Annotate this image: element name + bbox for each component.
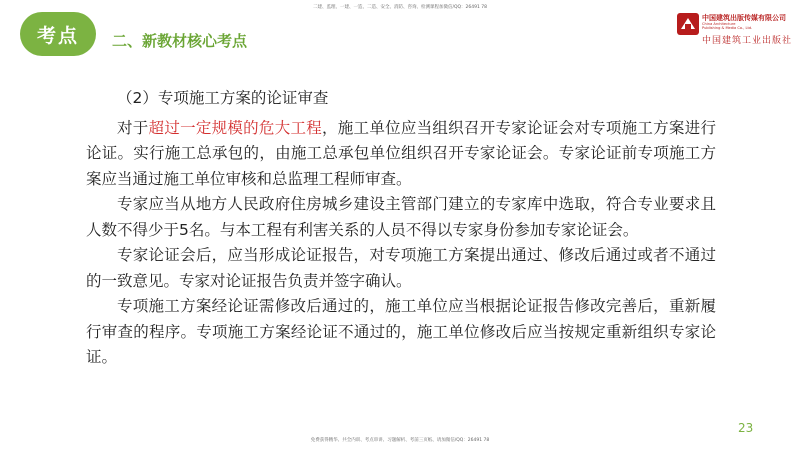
- top-promo-note: 二建、监理、一建、一造、二造、安全、消防、咨询、检测课程加微信/QQ：26491 78: [312, 5, 488, 10]
- publisher-name-en-line1: China Architecture: [702, 22, 736, 26]
- paragraph-2: 专家应当从地方人民政府住房城乡建设主管部门建立的专家库中选取，符合专业要求且人数不得少于5名。与本工程有利害关系的人员不得以专家身份参加专家论证会。: [86, 195, 716, 239]
- page-number: 23: [738, 421, 754, 435]
- paragraph-3: 专家论证会后，应当形成论证报告，对专项施工方案提出通过、修改后通过或者不通过的一致意见。专家对论证报告负责并签字确认。: [86, 246, 716, 290]
- publisher-name-en-line2: Publishing & Media Co., Ltd.: [702, 26, 753, 30]
- publisher-logo: [676, 10, 796, 50]
- paragraph-1-rest: ，施工单位应当组织召开专家论证会对专项施工方案进行论证。实行施工总承包的，由施工总承包单位组织召开专家论证会。专家论证前专项施工方案应当通过施工单位审核和总监理工程师审查。: [86, 118, 716, 188]
- paragraph-1: [86, 116, 716, 193]
- publisher-name-en: [702, 22, 752, 30]
- paragraph-1-prefix: 对于: [117, 118, 149, 137]
- paragraph-4: 专项施工方案经论证需修改后通过的，施工单位应当根据论证报告修改完善后，重新履行审查的程序。专项施工方案经论证不通过的，施工单位修改后应当按规定重新组织专家论证。: [86, 297, 716, 366]
- section-title: 二、新教材核心考点: [112, 32, 248, 50]
- highlight-text: 超过一定规模的危大工程: [148, 118, 323, 137]
- bottom-promo-note: 免费获得精华、共全内训、考点串讲、习题解析、考前三页纸、请加微信/QQ：26491 78: [310, 438, 490, 443]
- publisher-name-cn: 中国建筑出版传媒有限公司: [702, 14, 786, 22]
- publisher-calligraphy: 中国建筑工业出版社: [702, 36, 793, 46]
- topic-badge: 考点: [20, 12, 96, 56]
- subheading: （2）专项施工方案的论证审查: [117, 89, 329, 107]
- content-body: [86, 86, 716, 371]
- publisher-emblem-icon: [676, 12, 700, 36]
